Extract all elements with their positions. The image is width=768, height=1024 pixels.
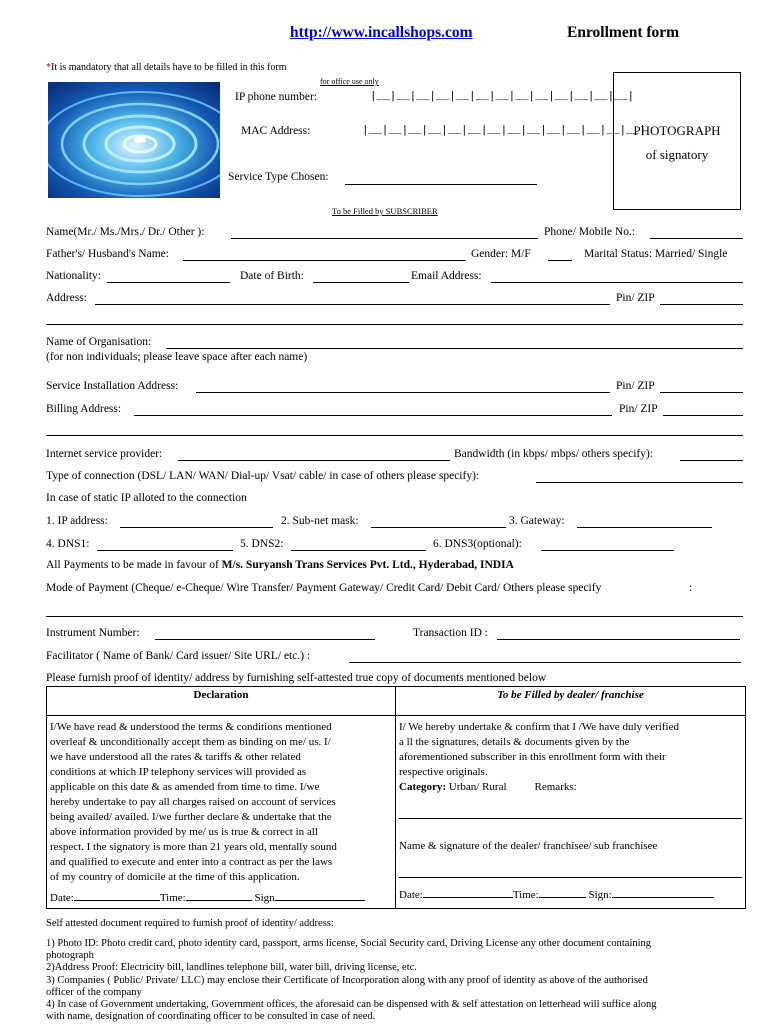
- organisation-field[interactable]: [166, 337, 743, 349]
- static-ip-label: In case of static IP alloted to the connection: [46, 492, 247, 504]
- declaration-sign-row: [50, 889, 392, 906]
- instrument-number-field[interactable]: [155, 628, 375, 640]
- dns3-field[interactable]: [541, 539, 674, 551]
- remarks-field[interactable]: [399, 807, 742, 819]
- address-line-2[interactable]: [46, 313, 743, 325]
- dealer-signature-field[interactable]: [399, 866, 742, 878]
- name-field[interactable]: [231, 227, 538, 239]
- facilitator-field[interactable]: [349, 651, 741, 663]
- bandwidth-label: Bandwidth (in kbps/ mbps/ others specify):: [454, 448, 653, 460]
- declaration-body: [47, 716, 396, 909]
- documents-heading: Self attested document required to furnish proof of identity/ address:: [46, 918, 334, 929]
- payments-line: [46, 559, 514, 571]
- subnet-mask-label: 2. Sub-net mask:: [281, 515, 359, 527]
- office-use-label: for office use only: [320, 77, 379, 86]
- document-item: 2)Address Proof: Electricity bill, landlines telephone bill, water bill, driving license, etc.: [46, 962, 417, 974]
- billing-pin-field[interactable]: [663, 404, 743, 416]
- gender-field[interactable]: [548, 249, 572, 261]
- instrument-number-label: Instrument Number:: [46, 627, 140, 639]
- billing-address-line-2[interactable]: [46, 424, 743, 436]
- declaration-time-label: Time:: [159, 892, 186, 904]
- declaration-line: I/We have read & understood the terms & conditions mentioned: [50, 721, 332, 733]
- proof-note: Please furnish proof of identity/ address by furnishing self-attested true copy of documents mentioned below: [46, 672, 547, 684]
- declaration-line: conditions at which IP telephony services will provided as: [50, 766, 307, 778]
- dns2-label: 5. DNS2:: [240, 538, 284, 550]
- declaration-time-field[interactable]: [186, 889, 252, 901]
- billing-pin-label: Pin/ ZIP: [619, 403, 658, 415]
- installation-address-field[interactable]: [196, 381, 610, 393]
- installation-address-label: Service Installation Address:: [46, 380, 179, 392]
- dob-label: Date of Birth:: [240, 270, 304, 282]
- mac-address-input-boxes[interactable]: |__|__|__|__|__|__|__|__|__|__|__|__|__|__|: [362, 125, 646, 137]
- document-item: 3) Companies ( Public/ Private/ LLC) may enclose their Certificate of Incorporation along with any proof of identity as above of the authorised: [46, 974, 648, 986]
- bandwidth-field[interactable]: [680, 449, 743, 461]
- document-item: 4) In case of Government undertaking, Government offices, the aforesaid can be dispensed with & self attestation on letterhead will suffice along: [46, 999, 657, 1011]
- ip-phone-input-boxes[interactable]: |__|__|__|__|__|__|__|__|__|__|__|__|__|: [370, 91, 635, 103]
- form-title: Enrollment form: [567, 24, 680, 41]
- organisation-label: Name of Organisation:: [46, 336, 152, 348]
- isp-field[interactable]: [178, 449, 450, 461]
- email-field[interactable]: [491, 271, 743, 283]
- dealer-text: [399, 720, 742, 780]
- dns3-label: 6. DNS3(optional):: [433, 538, 522, 550]
- payment-mode-field[interactable]: [46, 605, 743, 617]
- email-label: Email Address:: [411, 270, 482, 282]
- declaration-sign-label: Sign: [254, 892, 275, 904]
- service-type-field[interactable]: [345, 173, 537, 185]
- dealer-line: respective originals.: [399, 766, 488, 778]
- declaration-date-label: Date:: [50, 892, 74, 904]
- address-label: Address:: [46, 292, 87, 304]
- transaction-id-field[interactable]: [497, 628, 740, 640]
- declaration-line: hereby undertake to pay all charges raised on account of services: [50, 796, 336, 808]
- dealer-line: I/ We hereby undertake & confirm that I /We have duly verified: [399, 721, 679, 733]
- dealer-time-field[interactable]: [539, 886, 586, 898]
- gateway-label: 3. Gateway:: [509, 515, 565, 527]
- isp-label: Internet service provider:: [46, 448, 163, 460]
- mac-address-label: MAC Address:: [241, 125, 311, 137]
- marital-status-label: Marital Status: Married/ Single: [584, 248, 728, 260]
- mandatory-note: [46, 62, 287, 73]
- dob-field[interactable]: [313, 271, 409, 283]
- transaction-id-label: Transaction ID :: [413, 627, 488, 639]
- declaration-line: overleaf & unconditionally accept them as binding on me/ us. I/: [50, 736, 331, 748]
- connection-type-field[interactable]: [536, 471, 743, 483]
- father-name-field[interactable]: [183, 249, 466, 261]
- phone-label: Phone/ Mobile No.:: [544, 226, 636, 238]
- dealer-sign-row: [399, 886, 742, 903]
- dealer-date-label: Date:: [399, 889, 423, 901]
- billing-address-field[interactable]: [134, 404, 612, 416]
- facilitator-label: Facilitator ( Name of Bank/ Card issuer/ Site URL/ etc.) :: [46, 650, 311, 662]
- address-field[interactable]: [95, 293, 610, 305]
- category-value: Urban/ Rural: [448, 781, 507, 793]
- father-name-label: Father's/ Husband's Name:: [46, 248, 169, 260]
- phone-field[interactable]: [650, 227, 743, 239]
- organisation-note: (for non individuals; please leave space after each name): [46, 351, 308, 363]
- document-item: officer of the company: [46, 986, 142, 998]
- declaration-heading: Declaration: [47, 687, 396, 716]
- required-asterisk: *: [46, 62, 51, 73]
- declaration-date-field[interactable]: [74, 889, 160, 901]
- declaration-line: of my country of domicile at the time of this application.: [50, 871, 300, 883]
- declaration-line: being availed/ availed. I/we further declare & undertake that the: [50, 811, 332, 823]
- declaration-line: we have understood all the rates & tariffs & other related: [50, 751, 301, 763]
- dealer-date-field[interactable]: [423, 886, 513, 898]
- dealer-sign-field[interactable]: [612, 886, 714, 898]
- dns2-field[interactable]: [291, 539, 426, 551]
- nationality-field[interactable]: [107, 271, 230, 283]
- declaration-line: above information provided by me/ us is true & correct in all: [50, 826, 318, 838]
- billing-address-label: Billing Address:: [46, 403, 122, 415]
- payment-mode-colon: :: [689, 582, 693, 594]
- installation-pin-label: Pin/ ZIP: [616, 380, 655, 392]
- name-label: Name(Mr./ Ms./Mrs./ Dr./ Other ):: [46, 226, 205, 238]
- document-item: photograph: [46, 950, 94, 962]
- payments-prefix: All Payments to be made in favour of: [46, 559, 219, 571]
- dns1-field[interactable]: [97, 539, 233, 551]
- remarks-label: Remarks:: [534, 781, 577, 793]
- connection-type-label: Type of connection (DSL/ LAN/ WAN/ Dial-up/ Vsat/ cable/ in case of others please specify):: [46, 470, 480, 482]
- documents-list: [46, 938, 656, 1023]
- ip-phone-label: IP phone number:: [235, 91, 317, 103]
- declaration-text: [50, 720, 392, 885]
- photograph-box: [613, 72, 741, 210]
- mandatory-text: It is mandatory that all details have to be filled in this form: [51, 62, 287, 73]
- subscriber-heading: To be Filled by SUBSCRIBER: [332, 206, 438, 216]
- declaration-table: [46, 686, 746, 909]
- declaration-line: applicable on this date & as amended from time to time. I/we: [50, 781, 320, 793]
- dealer-line: a ll the signatures, details & documents given by the: [399, 736, 630, 748]
- payment-mode-label: Mode of Payment (Cheque/ e-Cheque/ Wire Transfer/ Payment Gateway/ Credit Card/ Debit Card/ Others please specify: [46, 582, 602, 594]
- installation-pin-field[interactable]: [660, 381, 743, 393]
- declaration-line: respect. I the signatory is more than 21 years old, mentally sound: [50, 841, 337, 853]
- website-link[interactable]: http://www.incallshops.com: [290, 24, 473, 41]
- photograph-sublabel: of signatory: [645, 147, 709, 162]
- dealer-body: [396, 716, 746, 909]
- address-pin-field[interactable]: [660, 293, 743, 305]
- address-pin-label: Pin/ ZIP: [616, 292, 655, 304]
- document-item: 1) Photo ID: Photo credit card, photo identity card, passport, arms license, Social Security card, Driving License any other document containing: [46, 938, 652, 949]
- water-ripple-logo: [48, 82, 220, 198]
- dealer-sign-label: Sign:: [588, 889, 612, 901]
- category-row: [399, 780, 742, 795]
- declaration-line: and qualified to execute and enter into a contract as per the laws: [50, 856, 333, 868]
- nationality-label: Nationality:: [46, 270, 101, 282]
- document-item: with name, designation of coordinating officer to be consulted in case of need.: [46, 1011, 376, 1023]
- ip-address-label: 1. IP address:: [46, 515, 108, 527]
- category-label: Category:: [399, 781, 447, 793]
- subnet-mask-field[interactable]: [371, 516, 506, 528]
- service-type-label: Service Type Chosen:: [228, 171, 329, 183]
- dealer-signature-label: Name & signature of the dealer/ franchisee/ sub franchisee: [399, 840, 658, 852]
- gender-label: Gender: M/F: [471, 248, 531, 260]
- dealer-heading: To be Filled by dealer/ franchise: [396, 687, 746, 716]
- gateway-field[interactable]: [577, 516, 712, 528]
- dealer-line: aforementioned subscriber in this enrollment form with their: [399, 751, 666, 763]
- dealer-time-label: Time:: [512, 889, 539, 901]
- dns1-label: 4. DNS1:: [46, 538, 90, 550]
- ip-address-field[interactable]: [120, 516, 273, 528]
- payee-company: M/s. Suryansh Trans Services Pvt. Ltd., Hyderabad, INDIA: [221, 559, 514, 571]
- declaration-sign-field[interactable]: [275, 889, 365, 901]
- photograph-label: PHOTOGRAPH: [633, 123, 721, 138]
